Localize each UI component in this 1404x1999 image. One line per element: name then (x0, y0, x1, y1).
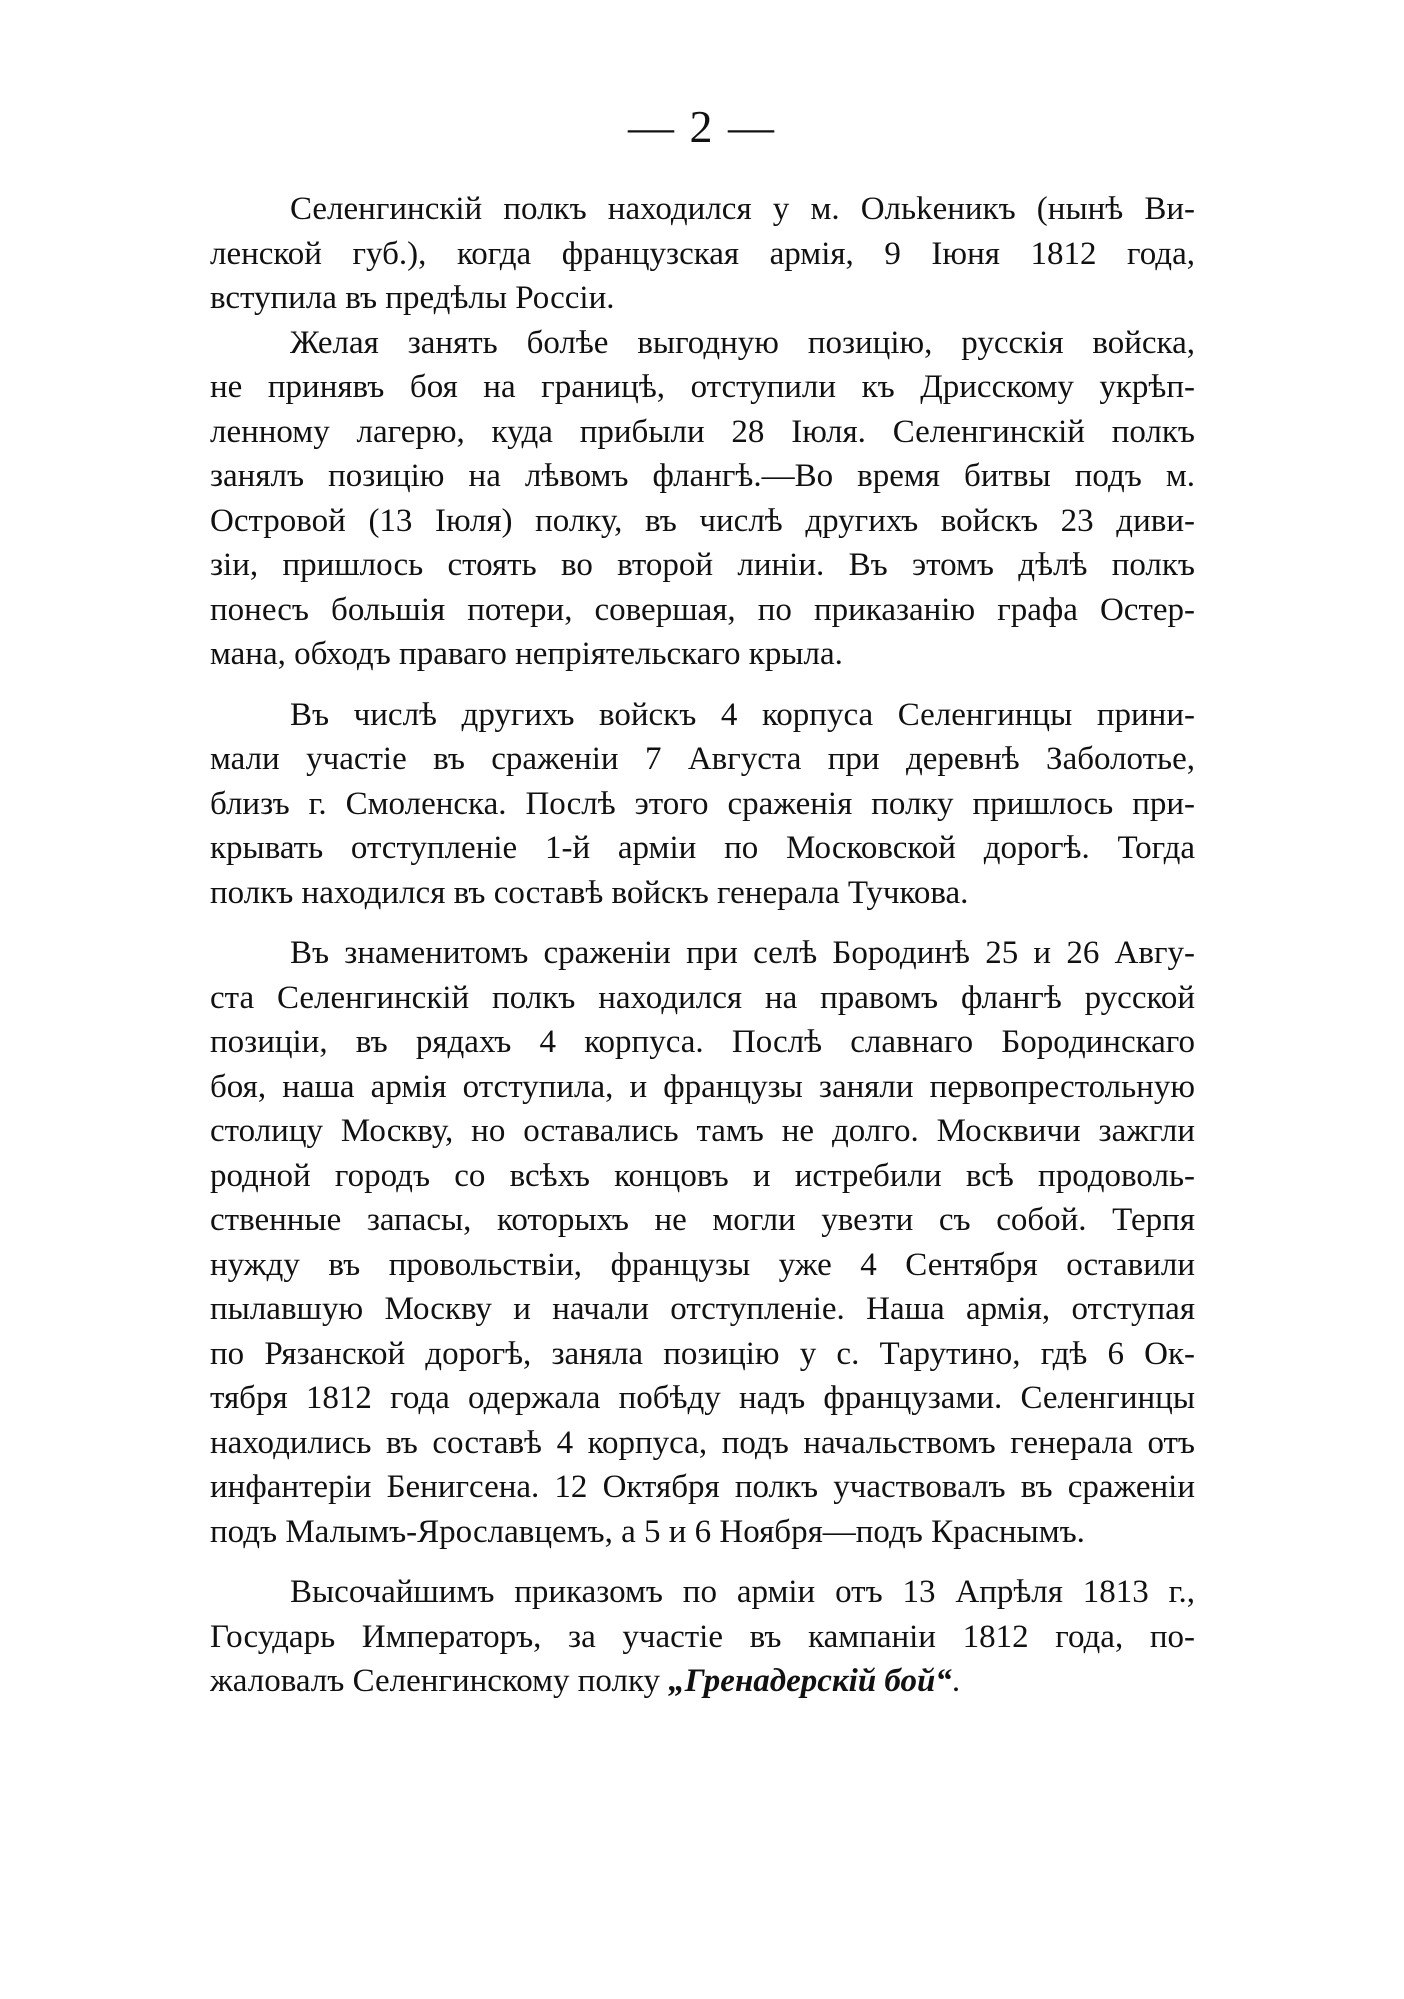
text-line: родной городъ со всѣхъ концовъ и истребили всѣ продоволь- (210, 1157, 1195, 1194)
paragraph-1 (210, 187, 1195, 321)
text-line: Государь Императоръ, за участіе въ кампаніи 1812 года, по- (210, 1618, 1195, 1655)
text-line: крывать отступленіе 1-й арміи по Московской дорогѣ. Тогда (210, 830, 1195, 866)
text-line: зіи, пришлось стоять во второй линіи. Въ этомъ дѣлѣ полкъ (210, 547, 1195, 583)
text-line: полкъ находился въ составѣ войскъ генерала Тучкова. (210, 874, 969, 911)
text-line: Селенгинскій полкъ находился у м. Ольkeникъ (нынѣ Ви- (290, 191, 1195, 227)
text-line: ственные запасы, которыхъ не могли увезти съ собой. Терпя (210, 1202, 1195, 1238)
text-line: позиціи, въ рядахъ 4 корпуса. Послѣ славнаго Бородинскаго (210, 1024, 1195, 1060)
text-line: инфантеріи Бенигсена. 12 Октября полкъ участвовалъ въ сраженіи (210, 1469, 1195, 1505)
text-line: Въ знаменитомъ сраженіи при селѣ Бородинѣ 25 и 26 Авгу- (290, 935, 1195, 971)
paragraph-4 (210, 931, 1195, 1554)
text-line: по Рязанской дорогѣ, заняла позицію у с. Тарутино, гдѣ 6 Ок- (210, 1335, 1195, 1372)
paragraph-5 (210, 1570, 1195, 1704)
final-suffix: . (951, 1663, 961, 1699)
text-line: мали участіе въ сраженіи 7 Августа при деревнѣ Заболотье, (210, 741, 1195, 777)
text-line: вступила въ предѣлы Россіи. (210, 280, 615, 316)
text-line: ленской губ.), когда французская армія, 9 Іюня 1812 года, (210, 235, 1195, 272)
page-number: — 2 — (628, 101, 776, 152)
text-line: не принявъ боя на границѣ, отступили къ Дрисскому укрѣп- (210, 369, 1195, 405)
text-line: находились въ составѣ 4 корпуса, подъ начальствомъ генерала отъ (210, 1424, 1195, 1461)
text-line: Высочайшимъ приказомъ по арміи отъ 13 Апрѣля 1813 г., (290, 1574, 1195, 1610)
text-line: столицу Москву, но оставались тамъ не долго. Москвичи зажгли (210, 1113, 1195, 1149)
text-line: мана, обходъ праваго непріятельскаго крыла. (210, 636, 843, 672)
text-line: пылавшую Москву и начали отступленіе. Наша армія, отступая (210, 1291, 1195, 1327)
text-body (210, 187, 1195, 1704)
paragraph-3 (210, 693, 1195, 916)
final-prefix: жаловалъ Селенгинскому полку (210, 1663, 669, 1699)
award-title: „Гренадерскій бой“ (668, 1663, 952, 1699)
text-line: тября 1812 года одержала побѣду надъ французами. Селенгинцы (210, 1380, 1195, 1416)
text-line: подъ Малымъ-Ярославцемъ, а 5 и 6 Ноября—подъ Краснымъ. (210, 1513, 1085, 1550)
text-line: ста Селенгинскій полкъ находился на правомъ флангѣ русской (210, 979, 1195, 1016)
text-line: Желая занять болѣе выгодную позицію, русскія войска, (290, 324, 1195, 361)
text-line: нужду въ провольствіи, французы уже 4 Сентября оставили (210, 1246, 1195, 1283)
text-line: понесъ большія потери, совершая, по приказанію графа Остер- (210, 591, 1195, 628)
text-line: Въ числѣ другихъ войскъ 4 корпуса Селенгинцы прини- (290, 696, 1195, 733)
text-line: близъ г. Смоленска. Послѣ этого сраженія полку пришлось при- (210, 785, 1195, 822)
text-line: Островой (13 Іюля) полку, въ числѣ другихъ войскъ 23 диви- (210, 502, 1195, 539)
text-line: боя, наша армія отступила, и французы заняли первопрестольную (210, 1068, 1195, 1105)
text-line: ленному лагерю, куда прибыли 28 Іюля. Селенгинскій полкъ (210, 413, 1195, 450)
paragraph-2 (210, 321, 1195, 677)
text-line-final (210, 1659, 1195, 1704)
text-line: занялъ позицію на лѣвомъ флангѣ.—Во время битвы подъ м. (210, 458, 1195, 494)
